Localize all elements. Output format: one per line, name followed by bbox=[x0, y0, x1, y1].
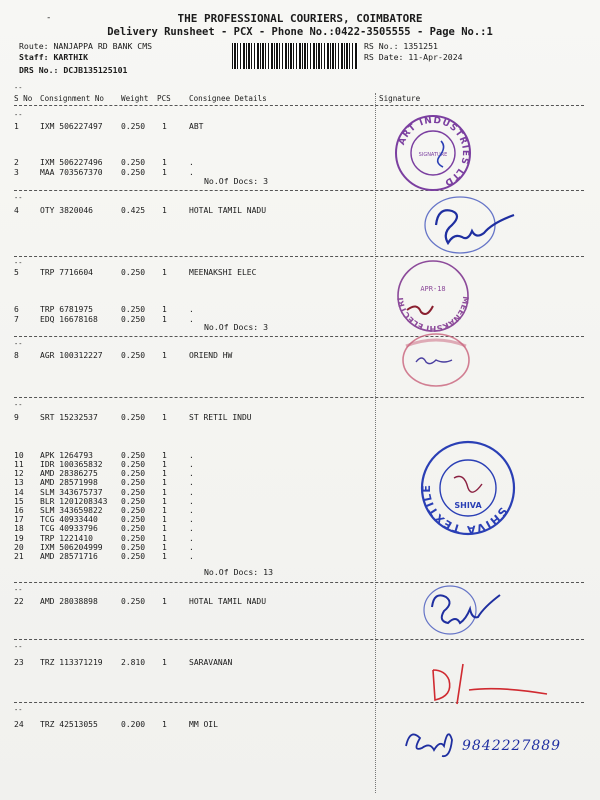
company-stamp-1 bbox=[393, 113, 473, 193]
row-weight: 0.250 bbox=[121, 478, 146, 487]
staff-line: Staff: KARTHIK bbox=[19, 52, 89, 62]
signature-4 bbox=[418, 195, 538, 260]
group-divider bbox=[14, 639, 584, 640]
row-consignment: TRP 1221410 bbox=[40, 534, 93, 543]
row-consignment: IXM 506227497 bbox=[40, 122, 103, 131]
row-consignee: . bbox=[189, 488, 194, 497]
row-consignee: . bbox=[189, 315, 194, 324]
row-pcs: 1 bbox=[162, 451, 167, 460]
row-weight: 0.250 bbox=[121, 469, 146, 478]
row-consignment: TRZ 42513055 bbox=[40, 720, 98, 729]
divider-mark: -- bbox=[14, 586, 23, 594]
row-consignee: . bbox=[189, 305, 194, 314]
row-pcs: 1 bbox=[162, 206, 167, 215]
row-consignment: APK 1264793 bbox=[40, 451, 93, 460]
row-consignment: IXM 506227496 bbox=[40, 158, 103, 167]
row-pcs: 1 bbox=[162, 497, 167, 506]
row-weight: 0.250 bbox=[121, 552, 146, 561]
row-consignment: MAA 703567370 bbox=[40, 168, 103, 177]
row-consignee: . bbox=[189, 168, 194, 177]
company-title: THE PROFESSIONAL COURIERS, COIMBATORE bbox=[177, 12, 423, 25]
row-sno: 23 bbox=[14, 658, 24, 667]
company-stamp-3 bbox=[396, 332, 474, 392]
row-weight: 0.250 bbox=[121, 597, 146, 606]
row-weight: 0.250 bbox=[121, 488, 146, 497]
row-weight: 0.250 bbox=[121, 497, 146, 506]
runsheet-subtitle: Delivery Runsheet - PCX - Phone No.:0422-3505555 - Page No.:1 bbox=[107, 26, 493, 38]
divider-mark: -- bbox=[14, 84, 23, 92]
row-sno: 11 bbox=[14, 460, 24, 469]
row-sno: 22 bbox=[14, 597, 24, 606]
row-pcs: 1 bbox=[162, 552, 167, 561]
signature-24 bbox=[400, 718, 470, 758]
row-pcs: 1 bbox=[162, 122, 167, 131]
row-sno: 14 bbox=[14, 488, 24, 497]
row-consignment: SLM 343659822 bbox=[40, 506, 103, 515]
row-consignee: . bbox=[189, 534, 194, 543]
row-sno: 12 bbox=[14, 469, 24, 478]
group-divider bbox=[14, 397, 584, 398]
row-sno: 2 bbox=[14, 158, 19, 167]
row-consignment: AMD 28038898 bbox=[40, 597, 98, 606]
row-sno: 7 bbox=[14, 315, 19, 324]
row-weight: 0.425 bbox=[121, 206, 146, 215]
row-consignee: HOTAL TAMIL NADU bbox=[189, 206, 267, 215]
col-consignment: Consignment No bbox=[40, 94, 105, 103]
row-weight: 0.250 bbox=[121, 122, 146, 131]
row-pcs: 1 bbox=[162, 515, 167, 524]
row-weight: 0.250 bbox=[121, 268, 146, 277]
row-consignee: . bbox=[189, 552, 194, 561]
row-sno: 18 bbox=[14, 524, 24, 533]
row-consignment: SRT 15232537 bbox=[40, 413, 98, 422]
row-consignment: AGR 100312227 bbox=[40, 351, 103, 360]
row-pcs: 1 bbox=[162, 506, 167, 515]
row-sno: 9 bbox=[14, 413, 19, 422]
svg-text:MEENAKSHI ELECTRIC: MEENAKSHI ELECTRIC bbox=[390, 251, 471, 334]
row-pcs: 1 bbox=[162, 268, 167, 277]
row-consignment: TRP 7716604 bbox=[40, 268, 93, 277]
svg-text:APR-18: APR-18 bbox=[420, 285, 446, 293]
row-weight: 0.250 bbox=[121, 506, 146, 515]
header-divider bbox=[14, 105, 584, 106]
row-pcs: 1 bbox=[162, 597, 167, 606]
row-consignee: HOTAL TAMIL NADU bbox=[189, 597, 267, 606]
row-consignment: TCG 40933440 bbox=[40, 515, 98, 524]
row-pcs: 1 bbox=[162, 469, 167, 478]
row-pcs: 1 bbox=[162, 720, 167, 729]
row-sno: 24 bbox=[14, 720, 24, 729]
row-consignment: BLR 1201208343 bbox=[40, 497, 108, 506]
barcode bbox=[232, 43, 358, 69]
divider-mark: -- bbox=[14, 401, 23, 409]
row-consignee: . bbox=[189, 460, 194, 469]
signature-23 bbox=[425, 660, 555, 710]
row-consignee: SARAVANAN bbox=[189, 658, 233, 667]
row-consignment: AMD 28571716 bbox=[40, 552, 98, 561]
row-pcs: 1 bbox=[162, 478, 167, 487]
route-line: Route: NANJAPPA RD BANK CMS bbox=[19, 41, 153, 51]
row-consignment: AMD 28386275 bbox=[40, 469, 98, 478]
row-sno: 13 bbox=[14, 478, 24, 487]
row-consignee: . bbox=[189, 469, 194, 478]
row-consignment: TRZ 113371219 bbox=[40, 658, 103, 667]
group-divider bbox=[14, 190, 584, 191]
row-pcs: 1 bbox=[162, 460, 167, 469]
row-consignment: EDQ 16678168 bbox=[40, 315, 98, 324]
row-weight: 0.250 bbox=[121, 451, 146, 460]
row-sno: 10 bbox=[14, 451, 24, 460]
row-weight: 0.250 bbox=[121, 515, 146, 524]
company-stamp-2 bbox=[390, 251, 473, 334]
row-consignee: . bbox=[189, 543, 194, 552]
row-pcs: 1 bbox=[162, 658, 167, 667]
col-signature: Signature bbox=[379, 94, 421, 103]
row-sno: 21 bbox=[14, 552, 24, 561]
row-consignee: . bbox=[189, 451, 194, 460]
group-divider bbox=[14, 336, 584, 337]
svg-text:ART INDUSTRIES LTD: ART INDUSTRIES LTD bbox=[397, 115, 471, 188]
divider-mark: -- bbox=[14, 643, 23, 651]
row-pcs: 1 bbox=[162, 168, 167, 177]
row-pcs: 1 bbox=[162, 543, 167, 552]
row-consignee: ST RETIL INDU bbox=[189, 413, 252, 422]
row-weight: 0.250 bbox=[121, 524, 146, 533]
svg-text:SIGNATURE: SIGNATURE bbox=[418, 152, 448, 158]
row-sno: 19 bbox=[14, 534, 24, 543]
row-sno: 15 bbox=[14, 497, 24, 506]
row-sno: 16 bbox=[14, 506, 24, 515]
row-pcs: 1 bbox=[162, 488, 167, 497]
handwritten-phone: 9842227889 bbox=[462, 738, 562, 754]
divider-mark: -- bbox=[14, 259, 23, 267]
row-pcs: 1 bbox=[162, 534, 167, 543]
row-sno: 3 bbox=[14, 168, 19, 177]
row-sno: 1 bbox=[14, 122, 19, 131]
row-consignment: AMD 28571998 bbox=[40, 478, 98, 487]
row-consignee: MEENAKSHI ELEC bbox=[189, 268, 257, 277]
svg-text:SHIVA TEXTILES DELIVERY: SHIVA TEXTILES DELIVERY bbox=[412, 428, 510, 537]
row-weight: 0.250 bbox=[121, 315, 146, 324]
row-weight: 0.250 bbox=[121, 460, 146, 469]
drs-number: DRS No.: DCJB135125101 bbox=[19, 65, 128, 75]
docs-count: No.Of Docs: 3 bbox=[204, 176, 269, 186]
divider-mark: -- bbox=[14, 111, 23, 119]
row-sno: 20 bbox=[14, 543, 24, 552]
col-consignee: Consignee Details bbox=[189, 94, 267, 103]
row-weight: 2.810 bbox=[121, 658, 146, 667]
divider-mark: -- bbox=[14, 194, 23, 202]
row-weight: 0.250 bbox=[121, 351, 146, 360]
docs-count: No.Of Docs: 3 bbox=[204, 322, 269, 332]
signature-22 bbox=[420, 583, 520, 638]
row-pcs: 1 bbox=[162, 524, 167, 533]
signature-column-line bbox=[375, 93, 376, 793]
col-sno: S No bbox=[14, 94, 33, 103]
row-sno: 17 bbox=[14, 515, 24, 524]
row-consignee: . bbox=[189, 158, 194, 167]
row-consignee: . bbox=[189, 497, 194, 506]
rs-date: RS Date: 11-Apr-2024 bbox=[364, 52, 463, 62]
row-consignee: MM OIL bbox=[189, 720, 218, 729]
row-weight: 0.200 bbox=[121, 720, 146, 729]
row-consignee: . bbox=[189, 506, 194, 515]
row-weight: 0.250 bbox=[121, 305, 146, 314]
divider-mark: -- bbox=[14, 340, 23, 348]
company-stamp-4 bbox=[412, 428, 518, 538]
row-weight: 0.250 bbox=[121, 158, 146, 167]
row-sno: 8 bbox=[14, 351, 19, 360]
row-sno: 4 bbox=[14, 206, 19, 215]
row-sno: 6 bbox=[14, 305, 19, 314]
rs-number: RS No.: 1351251 bbox=[364, 41, 438, 51]
row-consignment: IXM 506204999 bbox=[40, 543, 103, 552]
row-consignment: TRP 6781975 bbox=[40, 305, 93, 314]
row-pcs: 1 bbox=[162, 305, 167, 314]
row-sno: 5 bbox=[14, 268, 19, 277]
row-weight: 0.250 bbox=[121, 534, 146, 543]
row-pcs: 1 bbox=[162, 158, 167, 167]
page-mark: - bbox=[46, 13, 52, 23]
row-consignee: ABT bbox=[189, 122, 204, 131]
row-pcs: 1 bbox=[162, 413, 167, 422]
svg-text:SHIVA: SHIVA bbox=[454, 501, 482, 510]
row-weight: 0.250 bbox=[121, 168, 146, 177]
row-consignee: ORIEND HW bbox=[189, 351, 233, 360]
row-consignment: TCG 40933796 bbox=[40, 524, 98, 533]
row-weight: 0.250 bbox=[121, 413, 146, 422]
row-consignment: IDR 100365832 bbox=[40, 460, 103, 469]
docs-count: No.Of Docs: 13 bbox=[204, 567, 274, 577]
row-consignee: . bbox=[189, 515, 194, 524]
col-weight: Weight bbox=[121, 94, 149, 103]
row-pcs: 1 bbox=[162, 315, 167, 324]
row-weight: 0.250 bbox=[121, 543, 146, 552]
row-consignee: . bbox=[189, 478, 194, 487]
col-pcs: PCS bbox=[157, 94, 171, 103]
row-pcs: 1 bbox=[162, 351, 167, 360]
row-consignment: SLM 343675737 bbox=[40, 488, 103, 497]
divider-mark: -- bbox=[14, 706, 23, 714]
row-consignment: OTY 3820046 bbox=[40, 206, 93, 215]
row-consignee: . bbox=[189, 524, 194, 533]
